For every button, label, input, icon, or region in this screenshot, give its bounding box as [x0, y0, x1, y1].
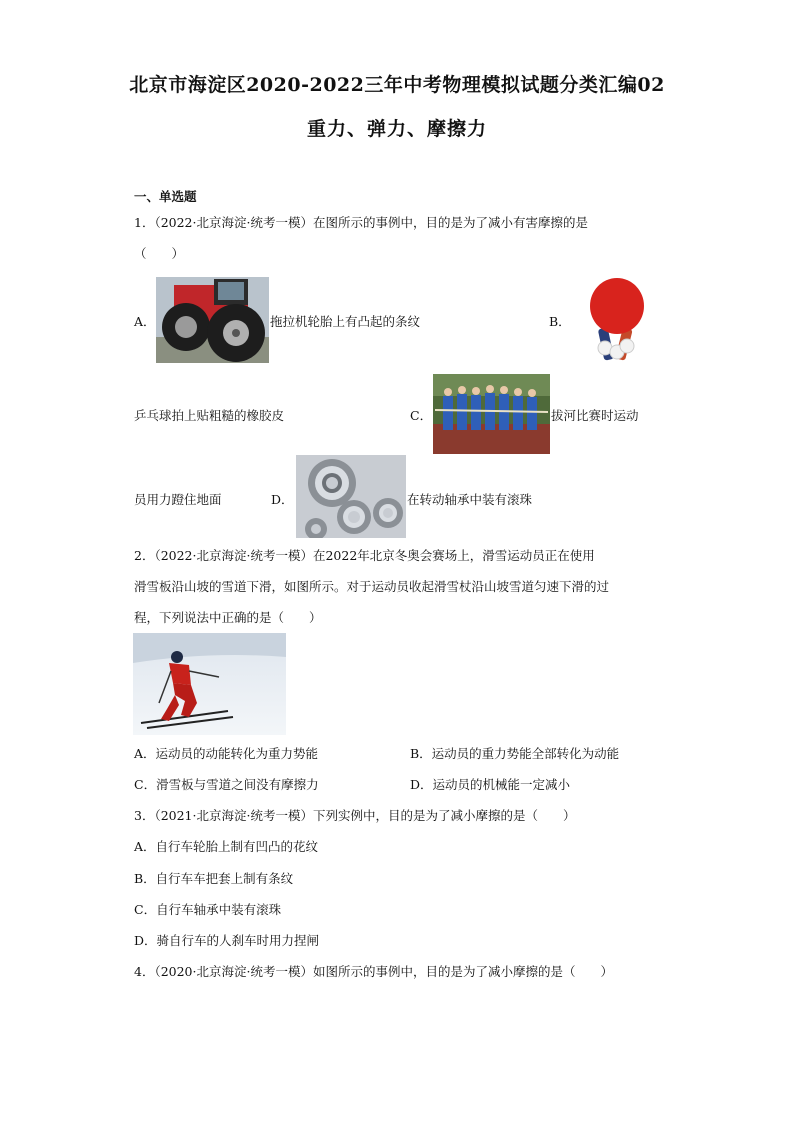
q1-option-c-label: C． [410, 408, 433, 423]
q3-option-a: A．自行车轮胎上制有凹凸的花纹 [134, 839, 319, 854]
q4-stem: 4．（2020·北京海淀·统考一模）如图所示的事例中，目的是为了减小摩擦的是（ ） [134, 964, 613, 979]
ping-pong-paddle-image [583, 276, 646, 363]
document-title: 北京市海淀区2020-2022三年中考物理模拟试题分类汇编02 [129, 74, 665, 96]
q2-stem-line3: 程，下列说法中正确的是（ ） [134, 610, 322, 625]
q1-option-c-text-1: 拔河比赛时运动 [551, 408, 639, 423]
q1-option-a-text: 拖拉机轮胎上有凸起的条纹 [270, 314, 421, 329]
q2-option-a: A．运动员的动能转化为重力势能 [134, 746, 319, 761]
ball-bearing-image [296, 455, 406, 538]
q1-stem-line2: （ ） [134, 246, 185, 261]
tractor-image [156, 277, 269, 363]
q3-option-d: D．骑自行车的人刹车时用力捏闸 [134, 933, 320, 948]
skier-image [133, 633, 286, 735]
document-subtitle: 重力、弹力、摩擦力 [306, 118, 487, 140]
q1-stem-line1: 1．（2022·北京海淀·统考一模）在图所示的事例中，目的是为了减小有害摩擦的是 [134, 215, 588, 230]
q1-option-d-text: 在转动轴承中装有滚珠 [407, 492, 533, 507]
q1-option-c-text-2: 员用力蹬住地面 [134, 492, 222, 507]
q3-stem: 3．（2021·北京海淀·统考一模）下列实例中，目的是为了减小摩擦的是（ ） [134, 808, 576, 823]
q1-option-d-label: D． [271, 492, 294, 507]
tug-of-war-image [433, 374, 550, 454]
section-heading: 一、单选题 [134, 189, 197, 204]
q3-option-c: C．自行车轴承中装有滚珠 [134, 902, 282, 917]
q1-option-b-label: B． [549, 314, 571, 329]
q2-option-c: C．滑雪板与雪道之间没有摩擦力 [134, 777, 319, 792]
q2-option-d: D．运动员的机械能一定减小 [410, 777, 571, 792]
q2-option-b: B．运动员的重力势能全部转化为动能 [410, 746, 620, 761]
q1-option-b-text: 乒乓球拍上贴粗糙的橡胶皮 [134, 408, 285, 423]
q3-option-b: B．自行车车把套上制有条纹 [134, 871, 294, 886]
q2-stem-line1: 2．（2022·北京海淀·统考一模）在2022年北京冬奥会赛场上，滑雪运动员正在使用 [134, 548, 595, 563]
q2-stem-line2: 滑雪板沿山坡的雪道下滑，如图所示。对于运动员收起滑雪杖沿山坡雪道匀速下滑的过 [134, 579, 610, 594]
q1-option-a-label: A． [134, 314, 156, 329]
